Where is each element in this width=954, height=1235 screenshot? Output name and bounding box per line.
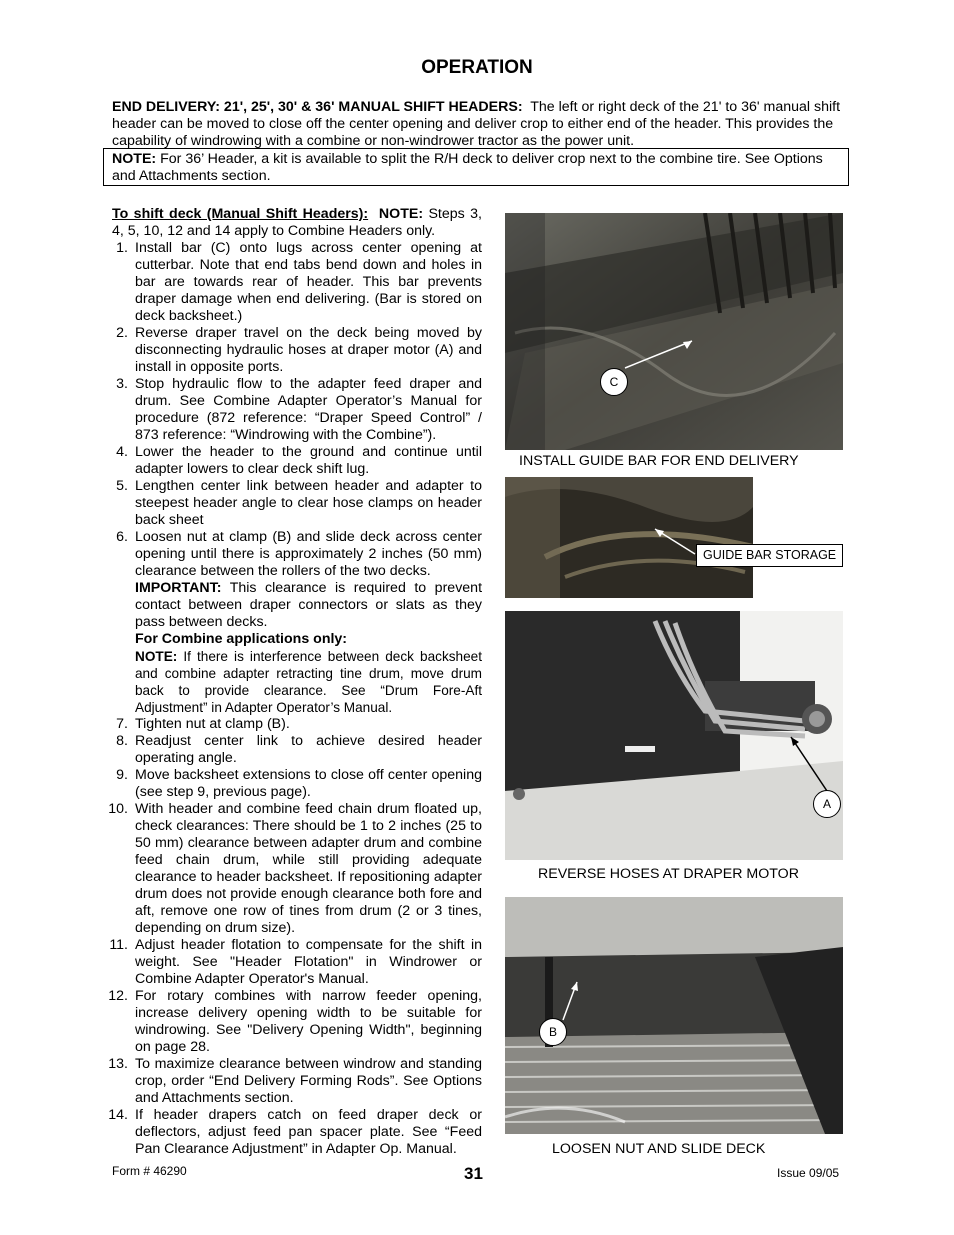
note-box (103, 148, 849, 186)
step-item: 7. Tighten nut at clamp (B). (116, 716, 290, 732)
step-item: 14. If header drapers catch on feed draper deck or deflectors, adjust feed pan spacer plate. See “Feed Pan Clearance Adjustment” in Adapter Op. Manual. (108, 1107, 482, 1157)
step-item: 8. Readjust center link to achieve desired header operating angle. (116, 733, 482, 766)
step-item: 3. Stop hydraulic flow to the adapter feed draper and drum. See Combine Adapter Operator’s Manual for procedure (872 reference: “Draper Speed Control” / 873 reference: “Windrowing with the Combine”). (116, 376, 482, 443)
guide-bar-storage-label: GUIDE BAR STORAGE (696, 544, 843, 567)
step6-combine-note: NOTE: If there is interference between deck backsheet and combine adapter retracting tine drum, move drum back to provide clearance. See “Drum Fore-Aft Adjustment” in Adapter Operator’s Manual. (135, 649, 482, 715)
step-item: 10. With header and combine feed chain drum floated up, check clearances: There should be 1 to 2 inches (25 to 50 mm) clearance between adapter drum and combine feed chain drum, while still providing adequate clearance to header backsheet. If repositioning adapter drum does not provide enough clearance both fore and aft, remove one row of tines from drum (2 or 3 tines, depending on drum size). (108, 801, 482, 936)
intro-heading: END DELIVERY: 21', 25', 30' & 36' MANUAL SHIFT HEADERS: (112, 99, 523, 115)
intro-paragraph (112, 99, 852, 150)
step-item: 1. Install bar (C) onto lugs across center opening at cutterbar. Note that end tabs bend down and holes in bar are towards rear of header. This bar prevents draper damage when end delivering. (Bar is stored on deck backsheet.) (116, 240, 482, 324)
page-number: 31 (464, 1164, 483, 1183)
step6-important: IMPORTANT: This clearance is required to prevent contact between draper connectors or slats as they pass between decks. (135, 580, 483, 630)
step6-combine-heading: For Combine applications only: (135, 631, 348, 647)
callout-b: B (539, 1018, 567, 1046)
intro-text: The left or right deck of the 21' to 36' manual shift header can be moved to close off the center opening and deliver crop to either end of the header. This provides the capability of windrowing with a combine or non-windrower tractor as the power unit. (112, 99, 841, 149)
slide-deck-photo (505, 897, 843, 1134)
issue-date: Issue 09/05 (777, 1166, 840, 1180)
draper-motor-photo (505, 611, 843, 860)
step-item: 2. Reverse draper travel on the deck being moved by disconnecting hydraulic hoses at draper motor (A) and install in opposite ports. (116, 325, 482, 375)
step-item: 13. To maximize clearance between windrow and standing crop, order “End Delivery Forming Rods”. See Options and Attachments section. (108, 1056, 482, 1106)
guide-bar-photo (505, 213, 843, 450)
step-item: 4. Lower the header to the ground and continue until adapter lowers to clear deck shift lug. (116, 444, 482, 477)
page-title: OPERATION (421, 57, 533, 78)
step-item: 5. Lengthen center link between header and adapter to steepest header angle to clear hose clamps on header back sheet (116, 478, 482, 528)
guide-bar-storage-photo (505, 477, 753, 598)
fig1-caption: INSTALL GUIDE BAR FOR END DELIVERY (519, 453, 799, 469)
callout-c: C (600, 368, 628, 396)
note-label: NOTE: (112, 151, 157, 167)
form-number: Form # 46290 (112, 1164, 187, 1178)
step-item: 6. Loosen nut at clamp (B) and slide deck across center opening until there is approximately 2 inches (50 mm) clearance between the rollers of the two decks. (116, 529, 482, 579)
procedure-note-label: NOTE: (378, 206, 424, 222)
step-item: 12. For rotary combines with narrow feeder opening, increase delivery opening width to be suitable for windrowing. See "Delivery Opening Width", beginning on page 28. (108, 988, 482, 1055)
steps-list-cont (108, 716, 482, 1158)
procedure-title: To shift deck (Manual Shift Headers): (112, 206, 369, 222)
callout-a: A (813, 790, 841, 818)
fig4-caption: LOOSEN NUT AND SLIDE DECK (552, 1141, 766, 1157)
procedure-note-text: Steps 3, 4, 5, 10, 12 and 14 apply to Combine Headers only. (112, 206, 482, 239)
step-item: 9. Move backsheet extensions to close off center opening (see step 9, previous page). (116, 767, 482, 800)
procedure-heading (112, 206, 482, 240)
step-item: 11. Adjust header flotation to compensate for the shift in weight. See "Header Flotation" in Windrower or Combine Adapter Operator's Manual. (109, 937, 482, 987)
note-text: For 36’ Header, a kit is available to split the R/H deck to deliver crop next to the combine tire. See Options and Attachments section. (112, 151, 823, 184)
steps-list (112, 240, 482, 580)
fig3-caption: REVERSE HOSES AT DRAPER MOTOR (538, 866, 799, 882)
procedure-column (108, 206, 483, 1158)
